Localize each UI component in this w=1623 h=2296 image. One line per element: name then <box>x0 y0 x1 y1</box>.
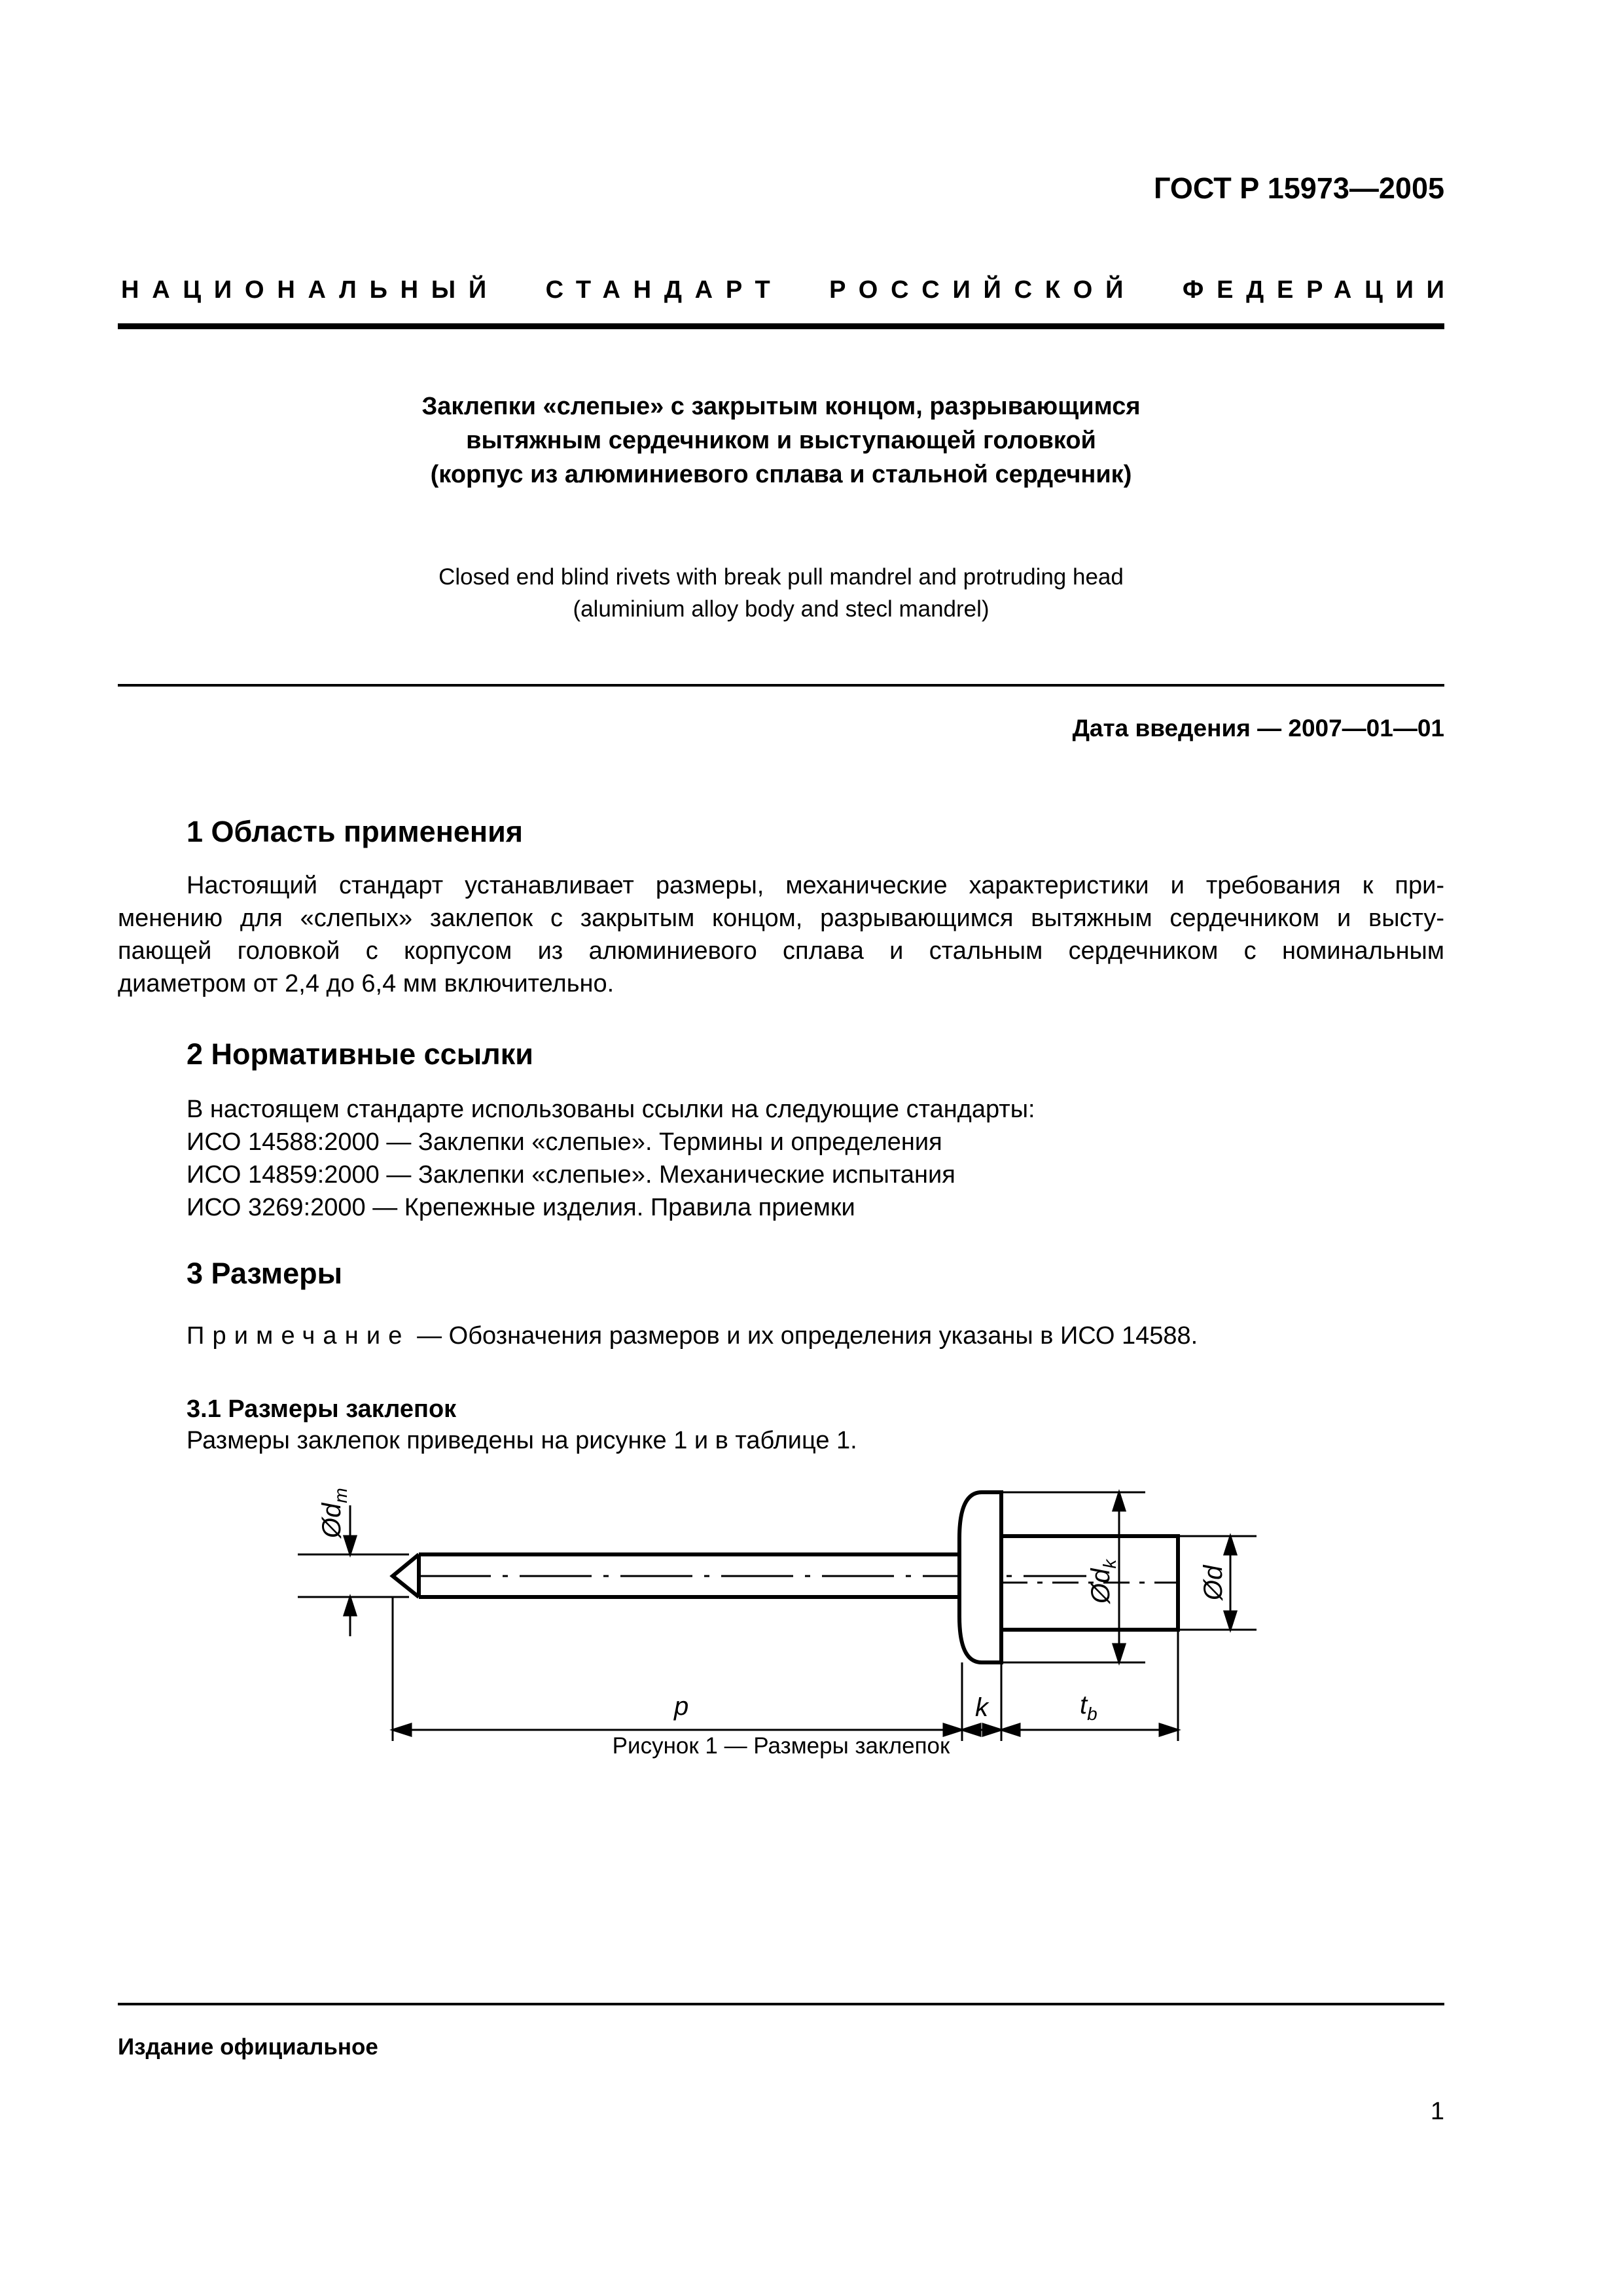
references-intro: В настоящем стандарте использованы ссылки на следующие стандарты: <box>187 1096 1035 1123</box>
note-text: — Обозначения размеров и их определения указаны в ИСО 14588. <box>410 1322 1198 1350</box>
label-p: p <box>674 1692 689 1721</box>
subsection-3-1-heading: 3.1 Размеры заклепок <box>187 1395 457 1423</box>
title-line: Заклепки «слепые» с закрытым концом, разрывающимся <box>421 393 1141 420</box>
title-line: вытяжным сердечником и выступающей головкой <box>466 427 1096 454</box>
edition-label: Издание официальное <box>118 2034 378 2060</box>
paragraph-line: Настоящий стандарт устанавливает размеры, механические характеристики и требования к при- <box>187 872 1444 899</box>
title-line: (корпус из алюминиевого сплава и стальной сердечник) <box>430 461 1132 488</box>
paragraph-line: пающей головкой с корпусом из алюминиевого сплава и стальным сердечником с номинальным <box>118 937 1444 965</box>
introduction-date: Дата введения — 2007—01—01 <box>1072 715 1444 742</box>
label-dk: $Ød_k$ <box>1086 1559 1120 1604</box>
title-line: (aluminium alloy body and stecl mandrel) <box>573 596 990 622</box>
reference-item: ИСО 3269:2000 — Крепежные изделия. Правила приемки <box>187 1194 855 1221</box>
banner-word: ФЕДЕРАЦИИ <box>1182 276 1457 304</box>
label-d: Ød <box>1199 1565 1228 1600</box>
title-line: Closed end blind rivets with break pull mandrel and protruding head <box>438 564 1124 590</box>
reference-item: ИСО 14588:2000 — Заклепки «слепые». Термины и определения <box>187 1128 942 1156</box>
figure-caption: Рисунок 1 — Размеры заклепок <box>612 1733 950 1759</box>
banner-word: СТАНДАРТ <box>545 276 783 304</box>
banner-word: РОССИЙСКОЙ <box>829 276 1137 304</box>
label-dm: $Ød_m$ <box>317 1488 351 1538</box>
banner-word: НАЦИОНАЛЬНЫЙ <box>121 276 499 304</box>
note-label: Примечание <box>187 1322 410 1350</box>
section-2-heading: 2 Нормативные ссылки <box>187 1037 533 1071</box>
reference-item: ИСО 14859:2000 — Заклепки «слепые». Механические испытания <box>187 1161 955 1189</box>
footer-rule <box>118 2003 1444 2005</box>
subsection-3-1-text: Размеры заклепок приведены на рисунке 1 и в таблице 1. <box>187 1427 857 1454</box>
label-k: k <box>975 1693 988 1722</box>
page-number: 1 <box>1430 2098 1444 2125</box>
section-3-heading: 3 Размеры <box>187 1257 343 1290</box>
label-tb: $t_b$ <box>1080 1691 1097 1724</box>
paragraph-line: диаметром от 2,4 до 6,4 мм включительно. <box>118 970 615 997</box>
document-number: ГОСТ Р 15973—2005 <box>1153 171 1444 205</box>
paragraph-line: менению для «слепых» заклепок с закрытым концом, разрывающимся вытяжным сердечником и высту- <box>118 905 1444 932</box>
section-1-heading: 1 Область применения <box>187 815 524 848</box>
